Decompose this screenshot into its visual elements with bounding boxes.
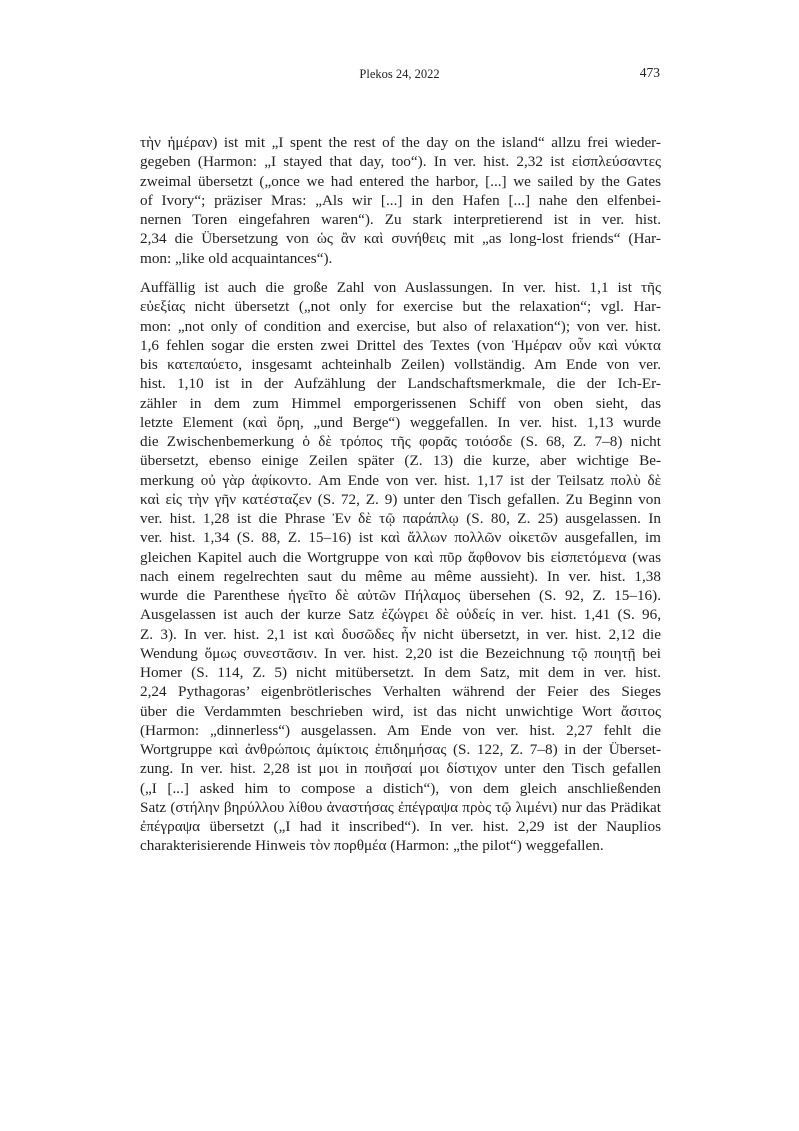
text-line: Auffällig ist auch die große Zahl von Auslassungen. In ver. hist. 1,1 ist τῆς	[140, 279, 661, 296]
paragraph-1	[140, 133, 661, 268]
text-line: 2,34 die Übersetzung von ὡς ἂν καὶ συνήθεις mit „as long-lost friends“ (Har-	[140, 230, 661, 248]
text-line: nernen Toren eingefahren waren“). Zu stark interpretierend ist in ver. hist.	[140, 211, 661, 228]
text-line: zung. In ver. hist. 2,28 ist μοι in ποιῆσαί μοι δίστιχον unter den Tisch gefallen	[140, 760, 661, 778]
text-line: τὴν ἡμέραν) ist mit „I spent the rest of the day on the island“ allzu frei wieder-	[140, 134, 661, 151]
text-line: nach einem regelrechten saut du même au même aussieht). In ver. hist. 1,38	[140, 567, 661, 585]
text-line: merkung οὐ γὰρ ἀφίκοντο. Am Ende von ver. hist. 1,17 ist der Teilsatz πολὺ δὲ	[140, 471, 661, 489]
text-line: gleichen Kapitel auch die Wortgruppe von καὶ πῦρ ἄφθονον bis εἰσπετόμενα (was	[140, 548, 661, 566]
page-number: 473	[639, 65, 660, 80]
text-line: mon: „not only of condition and exercise, but also of relaxation“); von ver. hist.	[140, 317, 661, 335]
text-line: wurde die Parenthese ἡγεῖτο δὲ αὐτῶν Πήλαμος übersehen (S. 92, Z. 15–16).	[140, 587, 661, 604]
text-line: 1,6 fehlen sogar die ersten zwei Drittel des Textes (von Ἡμέραν οὖν καὶ νύκτα	[140, 336, 661, 354]
text-line: charakterisierende Hinweis τὸν πορθμέα (Harmon: „the pilot“) weggefallen.	[140, 837, 604, 855]
text-line: Satz (στήλην βηρύλλου λίθου ἀναστήσας ἐπέγραψα πρὸς τῷ λιμένι) nur das Prädikat	[140, 798, 661, 816]
text-line: Homer (S. 114, Z. 5) nicht mitübersetzt. In dem Satz, mit dem in ver. hist.	[140, 664, 661, 681]
paragraph-2	[140, 278, 661, 856]
text-line: καὶ εἰς τὴν γῆν κατέσταζεν (S. 72, Z. 9) unter den Tisch gefallen. Zu Beginn von	[140, 490, 661, 508]
text-line: zweimal übersetzt („once we had entered the harbor, [...] we sailed by the Gates	[140, 172, 661, 190]
text-line: Wendung ὅμως συνεστᾶσιν. In ver. hist. 2,20 ist die Bezeichnung τῷ ποιητῇ bei	[140, 644, 661, 662]
text-line: Ausgelassen ist auch der kurze Satz ἐζώγρει δὲ οὐδείς in ver. hist. 1,41 (S. 96,	[140, 606, 661, 624]
text-line: hist. 1,10 ist in der Aufzählung der Landschaftsmerkmale, die der Ich-Er-	[140, 375, 661, 393]
text-line: letzte Element (καὶ ὄρη, „und Berge“) weggefallen. In ver. hist. 1,13 wurde	[140, 413, 661, 431]
running-header: Plekos 24, 2022	[359, 67, 440, 81]
text-line: ver. hist. 1,28 ist die Phrase Ἐν δὲ τῷ παράπλῳ (S. 80, Z. 25) ausgelassen. In	[140, 510, 661, 527]
text-line: Wortgruppe καὶ ἀνθρώποις ἀμίκτοις ἐπιδημήσας (S. 122, Z. 7–8) in der Überset-	[140, 741, 661, 758]
text-line: gegeben (Harmon: „I stayed that day, too“). In ver. hist. 2,32 ist εἰσπλεύσαντες	[140, 153, 661, 171]
text-line: zähler in dem zum Himmel emporgerissenen Schiff von oben sieht, das	[140, 394, 661, 412]
text-line: über die Verdammten beschrieben wird, ist das nicht unwichtige Wort ἄσιτος	[140, 702, 661, 720]
text-line: mon: „like old acquaintances“).	[140, 249, 333, 267]
text-line: ver. hist. 1,34 (S. 88, Z. 15–16) ist καὶ ἄλλων πολλῶν οἰκετῶν ausgefallen, im	[140, 529, 661, 547]
text-line: of Ivory“; präziser Mras: „Als wir [...] in den Hafen [...] nahe den elfenbei-	[140, 191, 661, 209]
text-line: bis κατεπαύετο, insgesamt achteinhalb Zeilen) vollständig. Am Ende von ver.	[140, 356, 661, 373]
text-line: 2,24 Pythagoras’ eigenbrötlerisches Verhalten während der Feier des Sieges	[140, 683, 661, 701]
text-line: („I [...] asked him to compose a distich“), von dem gleich anschließenden	[140, 779, 661, 797]
text-line: ἐπέγραψα übersetzt („I had it inscribed“). In ver. hist. 2,29 ist der Nauplios	[140, 818, 661, 835]
text-line: übersetzt, ebenso einige Zeilen später (Z. 13) die kurze, aber wichtige Be-	[140, 452, 661, 470]
text-line: Z. 3). In ver. hist. 2,1 ist καὶ δυσῶδες ἦν nicht übersetzt, in ver. hist. 2,12 die	[140, 625, 661, 643]
text-line: εὐεξίας nicht übersetzt („not only for exercise but the relaxation“; vgl. Har-	[140, 298, 661, 316]
text-line: die Zwischenbemerkung ὁ δὲ τρόπος τῆς φορᾶς τοιόσδε (S. 68, Z. 7–8) nicht	[140, 433, 661, 450]
text-line: (Harmon: „dinnerless“) ausgelassen. Am Ende von ver. hist. 2,27 fehlt die	[140, 721, 661, 739]
